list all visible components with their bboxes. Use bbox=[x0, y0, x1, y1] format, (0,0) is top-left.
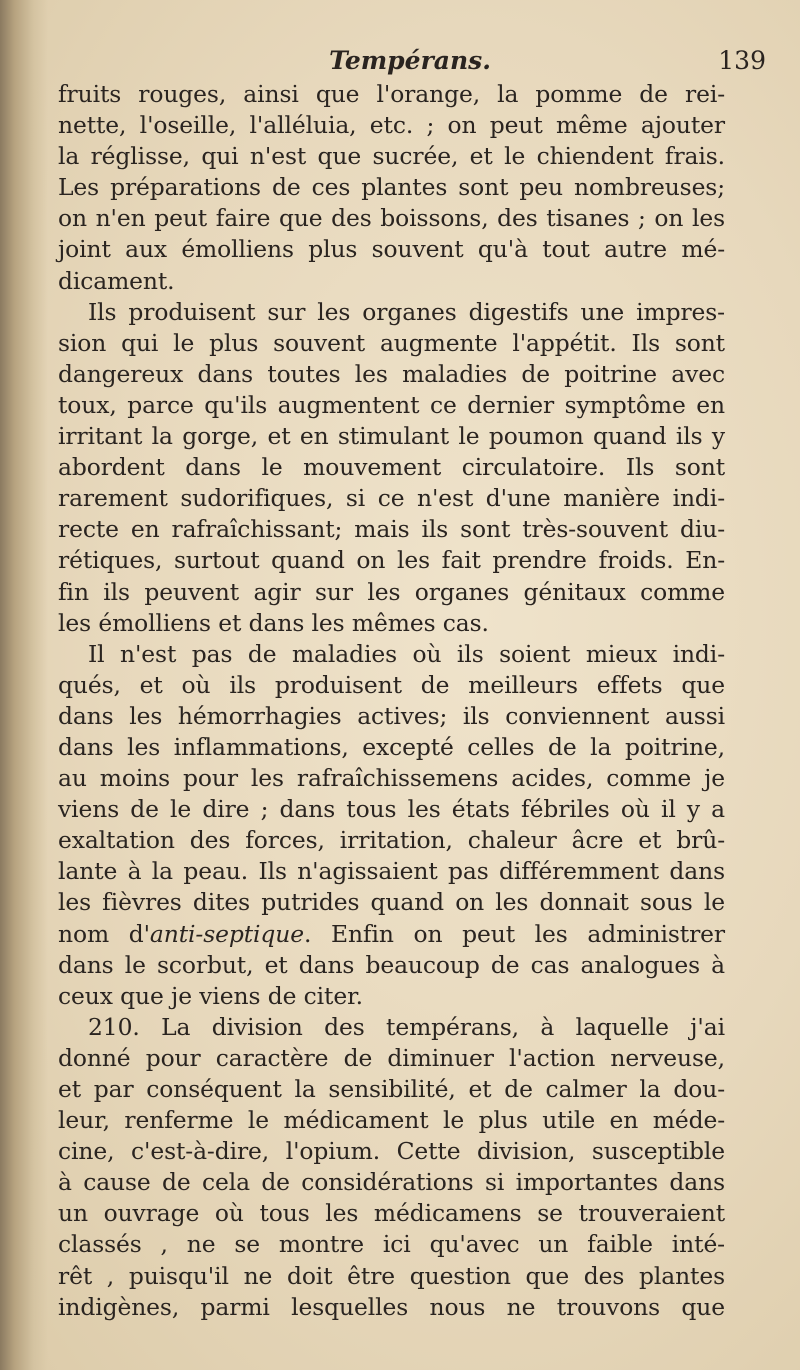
text-line: rêt , puisqu'il ne doit être question que des plantes bbox=[58, 1261, 725, 1290]
text-line: la réglisse, qui n'est que sucrée, et le chiendent frais. bbox=[58, 142, 725, 171]
text-line: dans le scorbut, et dans beaucoup de cas analogues à bbox=[58, 950, 725, 979]
text-line: un ouvrage où tous les médicamens se trouveraient bbox=[58, 1199, 725, 1228]
text-line: Il n'est pas de maladies où ils soient mieux indi- bbox=[88, 639, 725, 668]
running-title: Tempérans. bbox=[329, 46, 491, 75]
paragraph bbox=[58, 79, 725, 297]
text-line: sion qui le plus souvent augmente l'appétit. Ils sont bbox=[58, 328, 725, 357]
term-suffix: . Enfin on peut les administrer bbox=[303, 919, 725, 948]
body-text bbox=[58, 79, 725, 1323]
text-line: rétiques, surtout quand on les fait prendre froids. En- bbox=[58, 546, 725, 575]
term-prefix: nom d' bbox=[58, 919, 150, 948]
text-line: nette, l'oseille, l'alléluia, etc. ; on peut même ajouter bbox=[58, 111, 725, 140]
text-line: fruits rouges, ainsi que l'orange, la pomme de rei- bbox=[58, 80, 725, 108]
text-line: à cause de cela de considérations si importantes dans bbox=[58, 1168, 725, 1197]
paragraph bbox=[58, 1012, 725, 1323]
text-line: toux, parce qu'ils augmentent ce dernier symptôme en bbox=[58, 390, 725, 419]
text-line: viens de le dire ; dans tous les états fébriles où il y a bbox=[58, 795, 725, 824]
paragraph bbox=[58, 639, 725, 1012]
text-line: dicament. bbox=[58, 266, 175, 295]
text-line: cine, c'est-à-dire, l'opium. Cette division, susceptible bbox=[58, 1137, 725, 1166]
text-line: fin ils peuvent agir sur les organes génitaux comme bbox=[58, 577, 725, 606]
italic-term: anti-septique bbox=[149, 919, 304, 948]
text-line: 210. La division des tempérans, à laquelle j'ai bbox=[88, 1012, 725, 1041]
text-line: rarement sudorifiques, si ce n'est d'une manière indi- bbox=[58, 484, 725, 513]
text-line: leur, renferme le médicament le plus utile en méde- bbox=[58, 1106, 725, 1135]
text-line: Ils produisent sur les organes digestifs une impres- bbox=[88, 297, 725, 326]
paragraph bbox=[58, 297, 725, 639]
text-line: on n'en peut faire que des boissons, des tisanes ; on les bbox=[58, 204, 725, 233]
text-line: au moins pour les rafraîchissemens acides, comme je bbox=[58, 764, 725, 793]
text-line: Les préparations de ces plantes sont peu nombreuses; bbox=[58, 173, 725, 202]
text-line: les émolliens et dans les mêmes cas. bbox=[58, 608, 489, 637]
text-line: les fièvres dites putrides quand on les donnait sous le bbox=[58, 888, 725, 917]
text-line: exaltation des forces, irritation, chaleur âcre et brû- bbox=[58, 826, 725, 855]
text-line: dans les inflammations, excepté celles de la poitrine, bbox=[58, 732, 725, 761]
text-line: classés , ne se montre ici qu'avec un faible inté- bbox=[58, 1230, 725, 1259]
text-line: qués, et où ils produisent de meilleurs effets que bbox=[58, 670, 725, 699]
text-line-with-term bbox=[58, 919, 725, 950]
text-line: ceux que je viens de citer. bbox=[58, 981, 363, 1010]
text-line: indigènes, parmi lesquelles nous ne trouvons que bbox=[58, 1292, 725, 1321]
text-line: donné pour caractère de diminuer l'action nerveuse, bbox=[58, 1043, 725, 1072]
text-line: et par conséquent la sensibilité, et de calmer la dou- bbox=[58, 1075, 725, 1103]
text-line: lante à la peau. Ils n'agissaient pas différemment dans bbox=[58, 857, 725, 886]
text-line: joint aux émolliens plus souvent qu'à tout autre mé- bbox=[58, 235, 725, 264]
text-line: abordent dans le mouvement circulatoire. Ils sont bbox=[58, 453, 725, 482]
text-line: dangereux dans toutes les maladies de poitrine avec bbox=[58, 359, 725, 388]
page-gutter-shadow bbox=[0, 0, 48, 1370]
text-line: dans les hémorrhagies actives; ils conviennent aussi bbox=[58, 701, 725, 730]
text-line: recte en rafraîchissant; mais ils sont très-souvent diu- bbox=[58, 515, 725, 544]
text-line: irritant la gorge, et en stimulant le poumon quand ils y bbox=[58, 422, 725, 451]
page-number: 139 bbox=[718, 46, 766, 75]
